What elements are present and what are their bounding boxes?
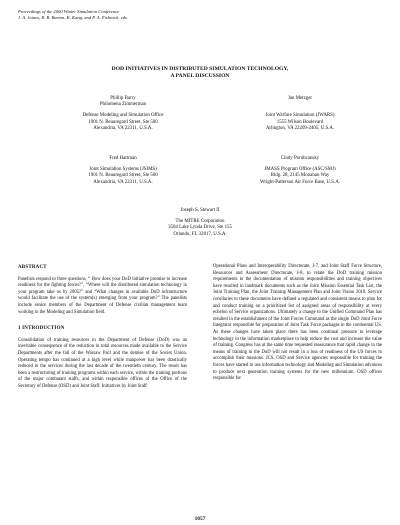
right-column bbox=[213, 264, 382, 391]
author-name: Fred Hartman bbox=[109, 156, 137, 161]
author-block-stewart bbox=[125, 208, 275, 238]
author-affiliation: The MITRE Corporation bbox=[175, 219, 225, 225]
abstract-heading: ABSTRACT bbox=[18, 265, 47, 270]
author-block-metzger bbox=[225, 96, 375, 132]
proceedings-line: Proceedings of the 2000 Winter Simulation Conference bbox=[18, 9, 120, 14]
author-address: 1901 N. Beauregard Street, Ste 500 bbox=[88, 119, 158, 125]
author-address: Orlando, FL 32817, U.S.A. bbox=[173, 231, 227, 237]
author-block-hartman bbox=[48, 156, 198, 186]
author-address: Alexandria, VA 22311, U.S.A. bbox=[93, 125, 153, 131]
author-name: Cindy Porubcansky bbox=[280, 156, 320, 161]
author-affiliation: JMASS Program Office (ASC/SMJ) bbox=[264, 167, 336, 173]
author-address: 1901 N. Beauregard Street, Ste 500 bbox=[88, 173, 158, 179]
author-name: Phillip Barry bbox=[110, 96, 136, 101]
author-name: Philomena Zimmerman bbox=[99, 102, 147, 108]
title-line-1: DOD INITIATIVES IN DISTRIBUTED SIMULATION TECHNOLOGY, bbox=[111, 66, 289, 72]
author-address: Arlington, VA 22209-2405, U.S.A. bbox=[265, 125, 335, 131]
author-address: Wright-Patterson Air Force Base, U.S.A. bbox=[260, 179, 340, 185]
author-address: 1555 Wilson Boulevard bbox=[276, 119, 324, 125]
paper-title bbox=[0, 66, 400, 80]
author-address: 3504 Lake Lynda Drive, Ste 155 bbox=[168, 225, 232, 231]
proceedings-editors: J. A. Joines, R. R. Barton, K. Kang, and P. A. Fishwick, eds. bbox=[18, 15, 128, 20]
author-name: Joseph S. Stewart II bbox=[180, 208, 220, 213]
author-block-barry bbox=[48, 96, 198, 132]
introduction-heading: 1 INTRODUCTION bbox=[18, 326, 65, 332]
proceedings-header bbox=[18, 9, 128, 21]
author-address: Alexandria, VA 22311, U.S.A. bbox=[93, 179, 153, 185]
author-address: Bldg. 28, 2145 Monahan Way bbox=[270, 173, 330, 179]
page-number: 1057 bbox=[194, 516, 206, 522]
author-block-porubcansky bbox=[225, 156, 375, 186]
introduction-text: Consolidation of training resources in the Department of Defense (DoD) was an inevitable consequence of the reduction in total resources made available to the Service Departments after the fall of the Warsaw Pact and the demise of the Soviet Union. Operating tempo has continued at a high level while manpower has been drastically reduced in the services during the last decade of the twentieth century. The result has been a restructuring of training programs within each service, within the training portions of the major combatant staffs, and within responsible offices of the Office of the Secretary of Defense (OSD) and Joint Staff. Initiatives by Joint Staff bbox=[18, 337, 187, 389]
title-line-2: A PANEL DISCUSSION bbox=[170, 73, 230, 79]
abstract-text: Panelists respond to three questions, “ How does your DoD initiative promise to increase readiness for the fighting forces?”, “Where will the distributed simulation technology in your program take us by 2005?” and “What changes in available DoD infrastructure would facilitate the use of the system(s) emerging from your program?” The panelists include senior members of the Department of Defense civilian management team working in the Modeling and Simulation field. bbox=[18, 276, 187, 315]
author-affiliation: Joint Warfare Simulation (JWARS) bbox=[265, 113, 335, 119]
right-column-text: Operational Plans and Interoperability Directorate, J-7, and Joint Staff Force Structure, Resources and Assessment Directorate, J-8, to relate the DoD training mission requirements to the documentation of mission responsibilities and training objectives have resulted in landmark documents such as the Joint Mission Essential Task List, the Joint Training Plan, the Joint Training Management Plan and Joint Vision 2010. Service corollaries to these documents have defined a regulated and consistent means to plan for and conduct training on a prioritized list of assigned areas of responsibility at every echelon of Service organizations. Ultimately a change to the Unified Command Plan has resulted in the establishment of the Joint Forces Command as the single DoD Joint Force Integrator responsible for preparation of Joint Task Force packages in the continental US. As these changes have taken place there has been continual pressure to leverage technology in the information marketplace to help reduce the cost and increase the value of training. Congress has at the same time requested reassurance that rapid change in the means of training in the DoD will not result in a loss of readiness of the US forces to accomplish their missions. JCS, OSD and Service agencies responsible for training the forces have started to use information technology and Modeling and Simulation advances to produce next generation training systems for the new millennium. OSD offices responsible for bbox=[213, 264, 382, 382]
author-affiliation: Joint Simulation Systems (JSIMS) bbox=[89, 167, 157, 173]
author-affiliation: Defense Modeling and Simulation Office bbox=[82, 113, 164, 119]
author-name: Jan Metzger bbox=[287, 96, 313, 101]
left-column bbox=[18, 265, 187, 399]
